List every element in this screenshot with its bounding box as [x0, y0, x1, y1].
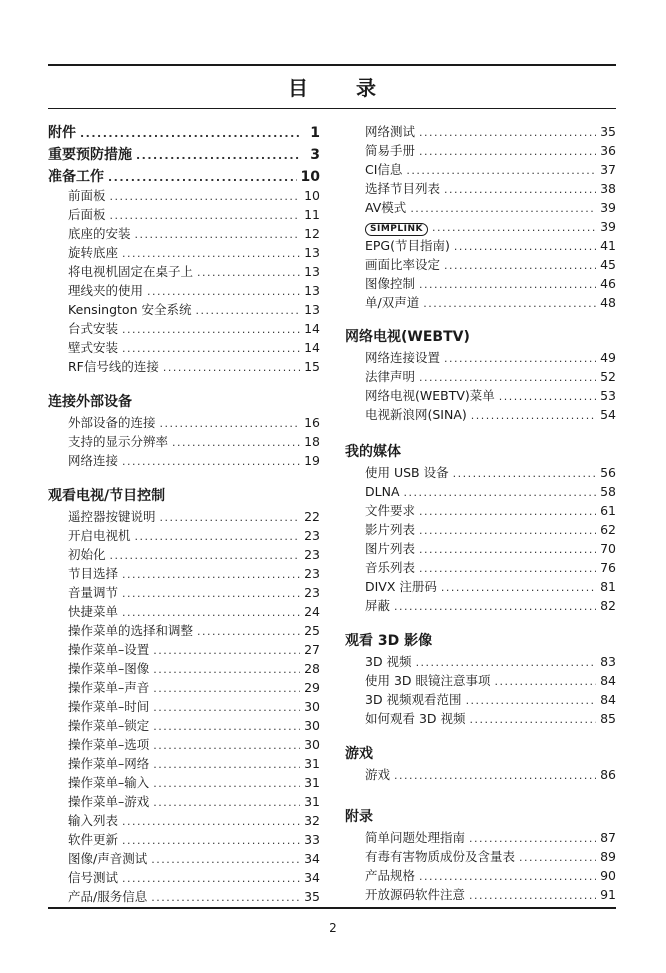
toc-entry[interactable]: 操作菜单–锁定 ..... 30 [48, 717, 320, 736]
toc-entry[interactable]: 有毒有害物质成份及含量表 ..... 89 [345, 848, 616, 867]
toc-entry[interactable]: 单/双声道 ..... 48 [345, 294, 616, 313]
toc-entry[interactable]: 如何观看 3D 视频 ..... 85 [345, 710, 616, 729]
toc-entry[interactable]: 操作菜单–声音 ..... 29 [48, 679, 320, 698]
toc-entry[interactable]: 节目选择 ..... 23 [48, 565, 320, 584]
section-heading-3d: 观看 3D 影像 [345, 633, 433, 649]
toc-entry[interactable]: 图像/声音测试 ..... 34 [48, 850, 320, 869]
toc-entry[interactable]: 操作菜单–输入 ..... 31 [48, 774, 320, 793]
toc-entry[interactable]: 操作菜单–选项 ..... 30 [48, 736, 320, 755]
toc-entry[interactable]: 网络测试 ..... 35 [345, 123, 616, 142]
toc-entry[interactable]: 网络连接设置 ..... 49 [345, 349, 616, 368]
toc-entry[interactable]: DIVX 注册码 ..... 81 [345, 578, 616, 597]
toc-entry[interactable]: 开放源码软件注意 ..... 91 [345, 886, 616, 905]
toc-entry[interactable]: 音量调节 ..... 23 [48, 584, 320, 603]
section-heading-guankan: 观看电视/节目控制 [48, 488, 166, 504]
toc-entry[interactable]: 网络电视(WEBTV)菜单 ..... 53 [345, 387, 616, 406]
section-heading-appendix: 附录 [345, 809, 373, 825]
toc-entry[interactable]: 旋转底座 ..... 13 [48, 244, 320, 263]
toc-entry[interactable]: 图片列表 ..... 70 [345, 540, 616, 559]
toc-entry[interactable]: 快捷菜单 ..... 24 [48, 603, 320, 622]
toc-entry[interactable]: CI信息 ..... 37 [345, 161, 616, 180]
toc-entry[interactable]: 操作菜单的选择和调整 ..... 25 [48, 622, 320, 641]
title-char-1: 目 [288, 76, 308, 100]
toc-entry[interactable]: EPG(节目指南) ..... 41 [345, 237, 616, 256]
toc-entry[interactable]: 将电视机固定在桌子上 ..... 13 [48, 263, 320, 282]
toc-entry[interactable]: 理线夹的使用 ..... 13 [48, 282, 320, 301]
toc-entry[interactable]: 操作菜单–时间 ..... 30 [48, 698, 320, 717]
toc-entry[interactable]: 后面板 ..... 11 [48, 206, 320, 225]
toc-entry[interactable]: 前面板 ..... 10 [48, 187, 320, 206]
toc-entry[interactable]: 输入列表 ..... 32 [48, 812, 320, 831]
title-rule [48, 108, 616, 109]
toc-entry[interactable]: 遥控器按键说明 ..... 22 [48, 508, 320, 527]
toc-entry-fujian[interactable]: 附件 ..... 1 [48, 124, 320, 143]
toc-entry[interactable]: 法律声明 ..... 52 [345, 368, 616, 387]
simplink-logo: SIMPLINK [365, 223, 428, 236]
toc-entry[interactable]: 信号测试 ..... 34 [48, 869, 320, 888]
section-heading-webtv: 网络电视(WEBTV) [345, 329, 470, 345]
toc-entry[interactable]: RF信号线的连接 ..... 15 [48, 358, 320, 377]
toc-entry-yufang[interactable]: 重要预防措施 ..... 3 [48, 146, 320, 165]
toc-entry[interactable]: 外部设备的连接 ..... 16 [48, 414, 320, 433]
toc-entry[interactable]: 操作菜单–图像 ..... 28 [48, 660, 320, 679]
toc-entry[interactable]: 电视新浪网(SINA) ..... 54 [345, 406, 616, 425]
toc-entry[interactable]: 产品规格 ..... 90 [345, 867, 616, 886]
toc-entry[interactable]: DLNA ..... 58 [345, 483, 616, 502]
top-rule [48, 64, 616, 66]
toc-entry[interactable]: 操作菜单–游戏 ..... 31 [48, 793, 320, 812]
toc-entry[interactable]: 影片列表 ..... 62 [345, 521, 616, 540]
toc-entry[interactable]: 选择节目列表 ..... 38 [345, 180, 616, 199]
section-heading-media: 我的媒体 [345, 444, 401, 460]
toc-entry[interactable]: 底座的安装 ..... 12 [48, 225, 320, 244]
section-heading-game: 游戏 [345, 746, 373, 762]
toc-entry[interactable]: 3D 视频 ..... 83 [345, 653, 616, 672]
page-number: 2 [329, 921, 337, 935]
toc-entry[interactable]: 操作菜单–网络 ..... 31 [48, 755, 320, 774]
toc-entry[interactable]: 软件更新 ..... 33 [48, 831, 320, 850]
toc-entry[interactable]: 产品/服务信息 ..... 35 [48, 888, 320, 907]
section-heading-lianjie: 连接外部设备 [48, 394, 132, 410]
page-title [48, 72, 616, 101]
toc-entry[interactable]: 支持的显示分辨率 ..... 18 [48, 433, 320, 452]
toc-entry[interactable]: 操作菜单–设置 ..... 27 [48, 641, 320, 660]
toc-entry[interactable]: 3D 视频观看范围 ..... 84 [345, 691, 616, 710]
toc-entry[interactable]: 网络连接 ..... 19 [48, 452, 320, 471]
toc-entry[interactable]: 图像控制 ..... 46 [345, 275, 616, 294]
toc-entry[interactable]: 简易手册 ..... 36 [345, 142, 616, 161]
toc-entry[interactable]: Kensington 安全系统 ..... 13 [48, 301, 320, 320]
toc-entry[interactable]: 使用 3D 眼镜注意事项 ..... 84 [345, 672, 616, 691]
toc-entry[interactable]: 壁式安装 ..... 14 [48, 339, 320, 358]
toc-entry[interactable]: 初始化 ..... 23 [48, 546, 320, 565]
toc-entry[interactable]: AV模式 ..... 39 [345, 199, 616, 218]
toc-entry[interactable]: 使用 USB 设备 ..... 56 [345, 464, 616, 483]
toc-entry[interactable]: 简单问题处理指南 ..... 87 [345, 829, 616, 848]
toc-entry-simplink[interactable]: SIMPLINK ..... 39 [345, 218, 616, 237]
toc-entry[interactable]: 开启电视机 ..... 23 [48, 527, 320, 546]
toc-entry-zhunbei[interactable]: 准备工作 ..... 10 [48, 168, 320, 187]
toc-entry[interactable]: 台式安装 ..... 14 [48, 320, 320, 339]
title-char-2: 录 [356, 76, 376, 100]
toc-entry[interactable]: 音乐列表 ..... 76 [345, 559, 616, 578]
toc-entry[interactable]: 屏蔽 ..... 82 [345, 597, 616, 616]
toc-entry[interactable]: 文件要求 ..... 61 [345, 502, 616, 521]
bottom-rule [48, 907, 616, 909]
toc-entry[interactable]: 游戏 ..... 86 [345, 766, 616, 785]
toc-entry[interactable]: 画面比率设定 ..... 45 [345, 256, 616, 275]
